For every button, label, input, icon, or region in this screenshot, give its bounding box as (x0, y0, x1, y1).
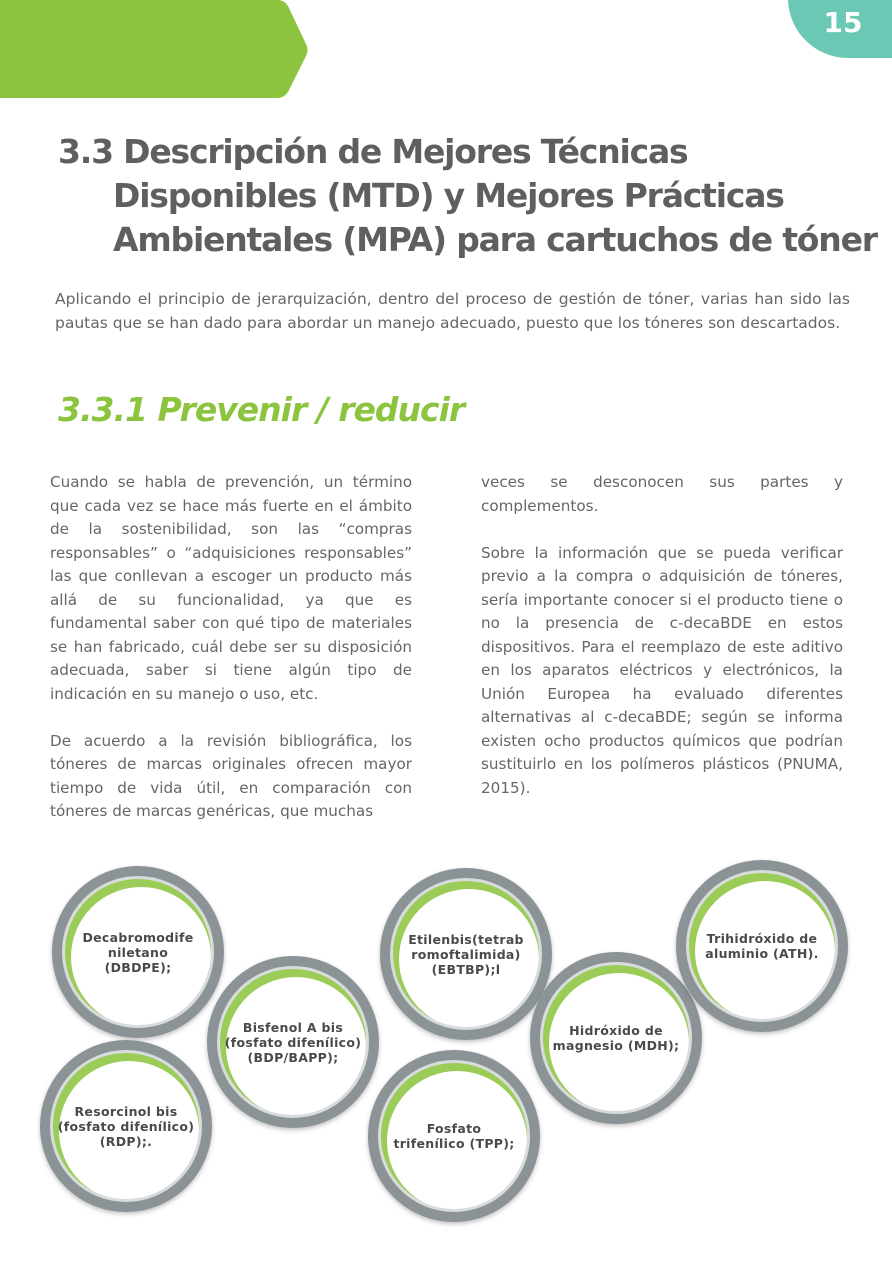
circle-label: Trihidróxido de aluminio (ATH). (705, 931, 819, 961)
circle-etilenbis (380, 868, 552, 1040)
circle-label: Etilenbis(tetrab romoftalimida) (EBTBP);l (408, 931, 524, 977)
section-number: 3.3 (58, 132, 113, 171)
title-line-1: Descripción de Mejores Técnicas (123, 132, 688, 171)
left-paragraph-1: Cuando se habla de prevención, un término que cada vez se hace más fuerte en el ámbito de la sostenibilidad, son las “compras responsables” o “adquisiciones responsables” las que conllevan a escoger un producto más allá de su funcionalidad, ya que es fundamental saber con qué tipo de materiales se han fabricado, cuál debe ser su disposición adecuada, saber si tiene algún tipo de indicación en su manejo o uso, etc. (50, 473, 412, 703)
intro-paragraph: Aplicando el principio de jerarquización, dentro del proceso de gestión de tóner, varias han sido las pautas que se han dado para abordar un manejo adecuado, puesto que los tóneres son descartados. (55, 290, 850, 332)
circle-label: Resorcinol bis (fosfato difenílico) (RDP);. (57, 1103, 195, 1149)
circle-decabromodifeniletano (52, 866, 224, 1038)
circle-label: Bisfenol A bis (fosfato difenílico) (BDP/BAPP); (224, 1019, 362, 1065)
right-paragraph-2: Sobre la información que se pueda verificar previo a la compra o adquisición de tóneres, sería importante conocer si el producto tiene o no la presencia de c-decaBDE en estos dispositivos. Para el reemplazo de este aditivo en los aparatos eléctricos y electrónicos, la Unión Europea ha evaluado diferentes alternativas al c-decaBDE; según se informa existen ocho productos químicos que podrían sustituirlo en los polímeros plásticos (PNUMA, 2015). (481, 543, 843, 797)
circle-bisfenol (207, 956, 379, 1128)
circle-label: Decabromodife niletano (DBDPE); (82, 929, 194, 975)
left-column (50, 471, 412, 847)
right-paragraph-1: veces se desconocen sus partes y complementos. (481, 473, 843, 515)
subsection-title: 3.3.1 Prevenir / reducir (58, 390, 465, 429)
circle-label: Fosfato trifenílico (TPP); (393, 1121, 515, 1151)
circle-label: Hidróxido de magnesio (MDH); (552, 1023, 680, 1053)
circle-fosfato-trifenilico (368, 1050, 540, 1222)
circle-hidroxido-magnesio (530, 952, 702, 1124)
circle-trihidroxido-aluminio (676, 860, 848, 1032)
header-green-tab (0, 0, 310, 100)
page-number: 15 (823, 6, 863, 39)
circle-resorcinol (40, 1040, 212, 1212)
title-line-2: Disponibles (MTD) y Mejores Prácticas (113, 176, 784, 215)
left-paragraph-2: De acuerdo a la revisión bibliográfica, los tóneres de marcas originales ofrecen mayor tiempo de vida útil, en comparación con tóneres de marcas genéricas, que muchas (50, 731, 412, 820)
section-title (58, 130, 877, 262)
right-column (481, 471, 843, 824)
title-line-3: Ambientales (MPA) para cartuchos de tóner (113, 220, 877, 259)
